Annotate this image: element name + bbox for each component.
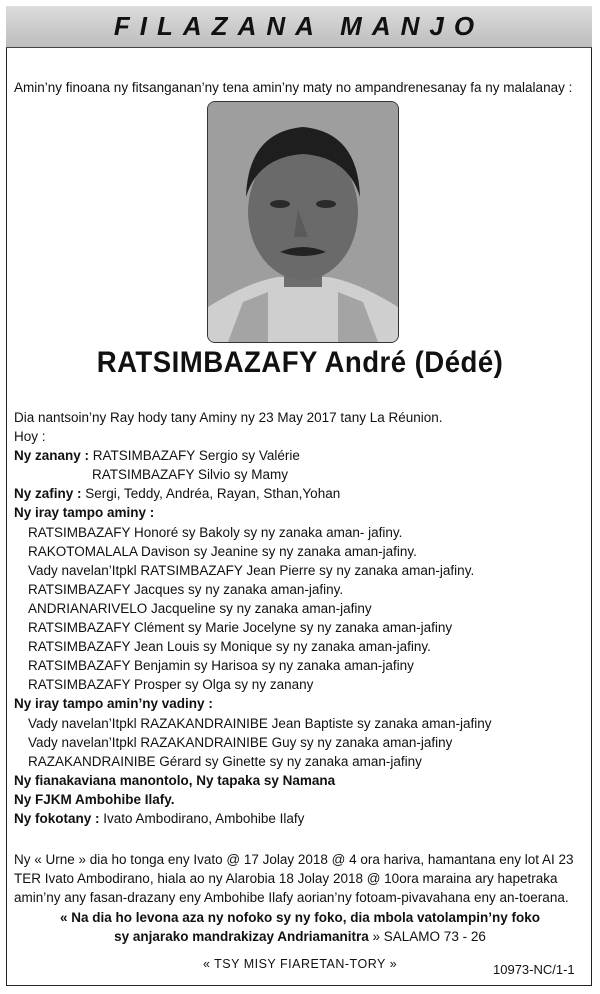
- zanany-1: RATSIMBAZAFY Silvio sy Mamy: [92, 467, 289, 483]
- psalm-line-2: sy anjarako mandrakizay Andriamanitra: [114, 929, 369, 944]
- zanany-0: RATSIMBAZAFY Sergio sy Valérie: [92, 448, 300, 464]
- iray-tampo-item: RATSIMBAZAFY Jean Louis sy Monique sy ny zanaka aman-jafiny.: [28, 639, 431, 655]
- funeral-details: Ny « Urne » dia ho tonga eny Ivato @ 17 Jolay 2018 @ 4 ora hariva, hamantana eny lot AI 23 TER Ivato Ambodirano, hiala ao ny Alarobia 18 Jolay 2018 @ 10ora maraina ary hapetraka amin’ny any fasan-drazany eny Ambohibe Ilafy aorian’ny fotoam-pivavahana eny an-toerana.: [14, 852, 574, 905]
- iray-tampo-item: Vady navelan’Itpkl RATSIMBAZAFY Jean Pierre sy ny zanaka aman-jafiny.: [28, 562, 475, 578]
- psalm-line-2-row: [0, 927, 600, 946]
- fokotany-row: [14, 809, 589, 828]
- reference-code: 10973-NC/1-1: [493, 962, 575, 977]
- iray-tampo-item: RATSIMBAZAFY Jacques sy ny zanaka aman-jafiny.: [28, 581, 344, 597]
- portrait-photo-icon: [208, 102, 398, 342]
- intro-text: Amin’ny finoana ny fitsanganan’ny tena amin’ny maty no ampandrenesanay fa ny malalanay :: [14, 80, 573, 95]
- fianakaviana-line: Ny fianakaviana manontolo, Ny tapaka sy Namana: [14, 772, 336, 788]
- iray-tampo-item: RATSIMBAZAFY Honoré sy Bakoly sy ny zanaka aman- jafiny.: [28, 524, 403, 540]
- fokotany-value: Ivato Ambodirano, Ambohibe Ilafy: [103, 810, 305, 826]
- zanany-row: [14, 446, 589, 465]
- portrait-photo: [207, 101, 399, 343]
- psalm-quote: [0, 908, 600, 946]
- iray-tampo-item: RAKOTOMALALA Davison sy Jeanine sy ny zanaka aman-jafiny.: [28, 543, 417, 559]
- iray-tampo-item: RATSIMBAZAFY Clément sy Marie Jocelyne sy ny zanaka aman-jafiny: [28, 620, 453, 636]
- page-title: FILAZANA MANJO: [6, 6, 592, 48]
- zafiny-label: Ny zafiny :: [14, 486, 82, 502]
- vadiny-item: RAZAKANDRAINIBE Gérard sy Ginette sy ny zanaka aman-jafiny: [28, 753, 422, 769]
- fokotany-label: Ny fokotany :: [14, 810, 100, 826]
- footer-note: « TSY MISY FIARETAN-TORY »: [202, 957, 398, 971]
- announcement-body: [14, 408, 589, 828]
- zafiny-row: [14, 484, 589, 503]
- death-line: Dia nantsoin’ny Ray hody tany Aminy ny 23 May 2017 tany La Réunion.: [14, 410, 443, 425]
- iray-tampo-item: ANDRIANARIVELO Jacqueline sy ny zanaka aman-jafiny: [28, 600, 372, 616]
- zanany-label: Ny zanany :: [14, 448, 90, 464]
- iray-tampo-item: RATSIMBAZAFY Prosper sy Olga sy ny zanany: [28, 677, 314, 693]
- psalm-line-1: « Na dia ho levona aza ny nofoko sy ny foko, dia mbola vatolampin’ny foko: [59, 910, 541, 925]
- fjkm-line: Ny FJKM Ambohibe Ilafy.: [14, 791, 175, 807]
- iray-tampo-item: RATSIMBAZAFY Benjamin sy Harisoa sy ny zanaka aman-jafiny: [28, 658, 414, 674]
- vadiny-item: Vady navelan’Itpkl RAZAKANDRAINIBE Guy sy ny zanaka aman-jafiny: [28, 734, 453, 750]
- vadiny-item: Vady navelan’Itpkl RAZAKANDRAINIBE Jean Baptiste sy zanaka aman-jafiny: [28, 715, 492, 731]
- psalm-ref: » SALAMO 73 - 26: [372, 929, 486, 944]
- hoy-line: Hoy :: [14, 429, 46, 445]
- zafiny-list: Sergi, Teddy, Andréa, Rayan, Sthan,Yohan: [85, 486, 341, 502]
- vadiny-label: Ny iray tampo amin’ny vadiny :: [14, 696, 213, 712]
- iray-tampo-label: Ny iray tampo aminy :: [14, 505, 155, 521]
- deceased-name: RATSIMBAZAFY André (Dédé): [96, 346, 504, 379]
